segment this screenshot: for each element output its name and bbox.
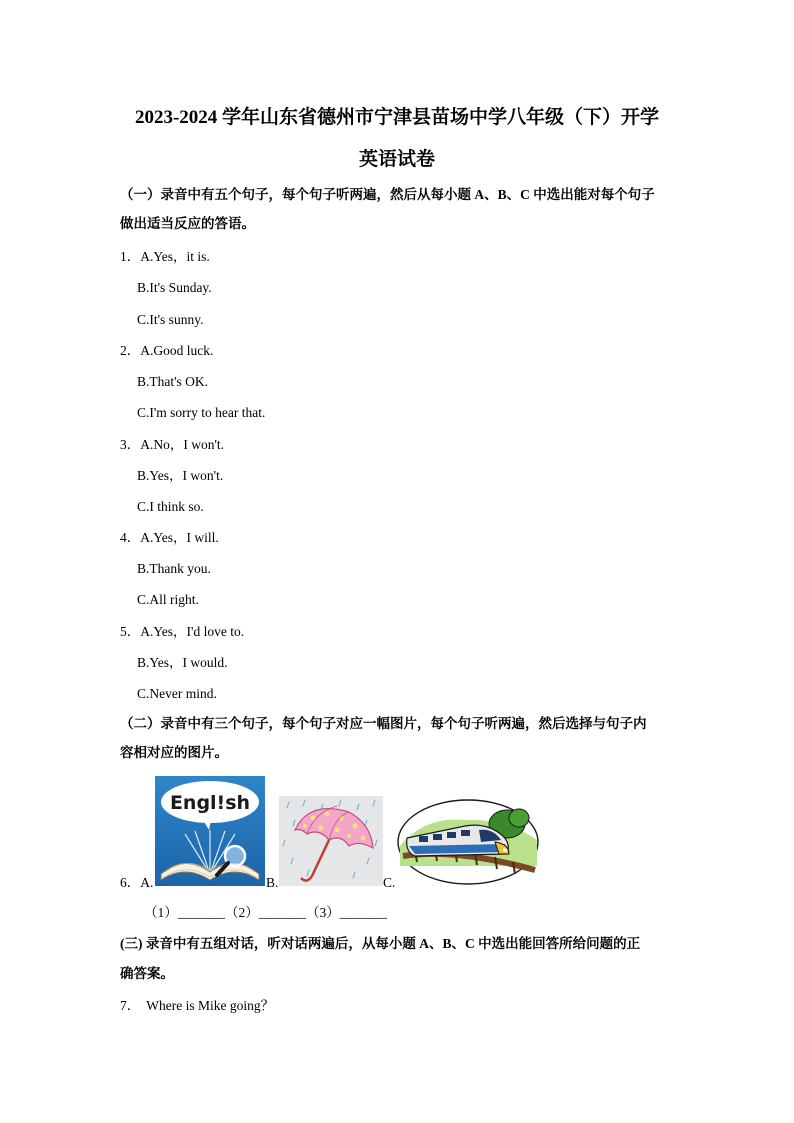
question-number: 5． bbox=[120, 624, 141, 639]
english-word-text: Engl!sh bbox=[169, 792, 251, 814]
section3-instruction bbox=[120, 934, 680, 984]
option-a: A.Good luck. bbox=[140, 343, 214, 358]
umbrella-rain-picture bbox=[279, 796, 383, 886]
picture-b-label: B. bbox=[266, 875, 279, 890]
section3-line2: 确答案。 bbox=[120, 966, 174, 981]
option-a: A.Yes，I will. bbox=[140, 530, 219, 545]
question-number: 4． bbox=[120, 530, 141, 545]
question-number: 3． bbox=[120, 437, 141, 452]
question-number: 2． bbox=[120, 343, 141, 358]
option-c: C.All right. bbox=[137, 592, 199, 607]
question-5 bbox=[120, 623, 244, 641]
option-b: B.Thank you. bbox=[137, 561, 211, 576]
option-b: B.Yes，I won't. bbox=[137, 468, 224, 483]
question-2 bbox=[120, 342, 213, 360]
exam-title-line1: 2023-2024 学年山东省德州市宁津县苗场中学八年级（下）开学 bbox=[134, 107, 660, 128]
option-a: A.No，I won't. bbox=[140, 437, 225, 452]
option-c: C.I'm sorry to hear that. bbox=[137, 405, 266, 420]
section1-line2: 做出适当反应的答语。 bbox=[120, 216, 255, 231]
train-picture bbox=[395, 796, 542, 888]
question-6-answer-blanks: （1）_______（2）_______（3）_______ bbox=[144, 905, 387, 920]
option-b: B.It's Sunday. bbox=[137, 280, 212, 295]
question-1 bbox=[120, 248, 210, 266]
question-number: 6． bbox=[120, 875, 141, 890]
question-4 bbox=[120, 529, 219, 547]
picture-c-label: C. bbox=[383, 875, 396, 890]
question-7-text: Where is Mike going？ bbox=[146, 998, 275, 1013]
section2-instruction bbox=[120, 714, 680, 763]
picture-a-label: A. bbox=[140, 875, 154, 890]
english-book-picture bbox=[155, 776, 265, 886]
section1-line1: （一）录音中有五个句子，每个句子听两遍，然后从每小题 A、B、C 中选出能对每个句子 bbox=[120, 187, 655, 202]
exam-title-line2: 英语试卷 bbox=[358, 149, 435, 170]
option-c: C.It's sunny. bbox=[137, 312, 204, 327]
question-number: 7． bbox=[120, 998, 141, 1013]
section2-line2: 容相对应的图片。 bbox=[120, 745, 228, 760]
question-6-label bbox=[120, 874, 153, 892]
section2-line1: （二）录音中有三个句子，每个句子对应一幅图片，每个句子听两遍，然后选择与句子内 bbox=[120, 716, 647, 731]
question-3 bbox=[120, 436, 224, 454]
option-c: C.Never mind. bbox=[137, 686, 217, 701]
option-b: B.That's OK. bbox=[137, 374, 209, 389]
option-a: A.Yes，it is. bbox=[140, 249, 210, 264]
question-7 bbox=[120, 997, 274, 1015]
option-b: B.Yes，I would. bbox=[137, 655, 228, 670]
question-number: 1． bbox=[120, 249, 141, 264]
option-c: C.I think so. bbox=[137, 499, 204, 514]
option-a: A.Yes，I'd love to. bbox=[140, 624, 245, 639]
section1-instruction bbox=[120, 185, 680, 234]
section3-line1: (三) 录音中有五组对话，听对话两遍后，从每小题 A、B、C 中选出能回答所给问题的正 bbox=[120, 936, 641, 951]
